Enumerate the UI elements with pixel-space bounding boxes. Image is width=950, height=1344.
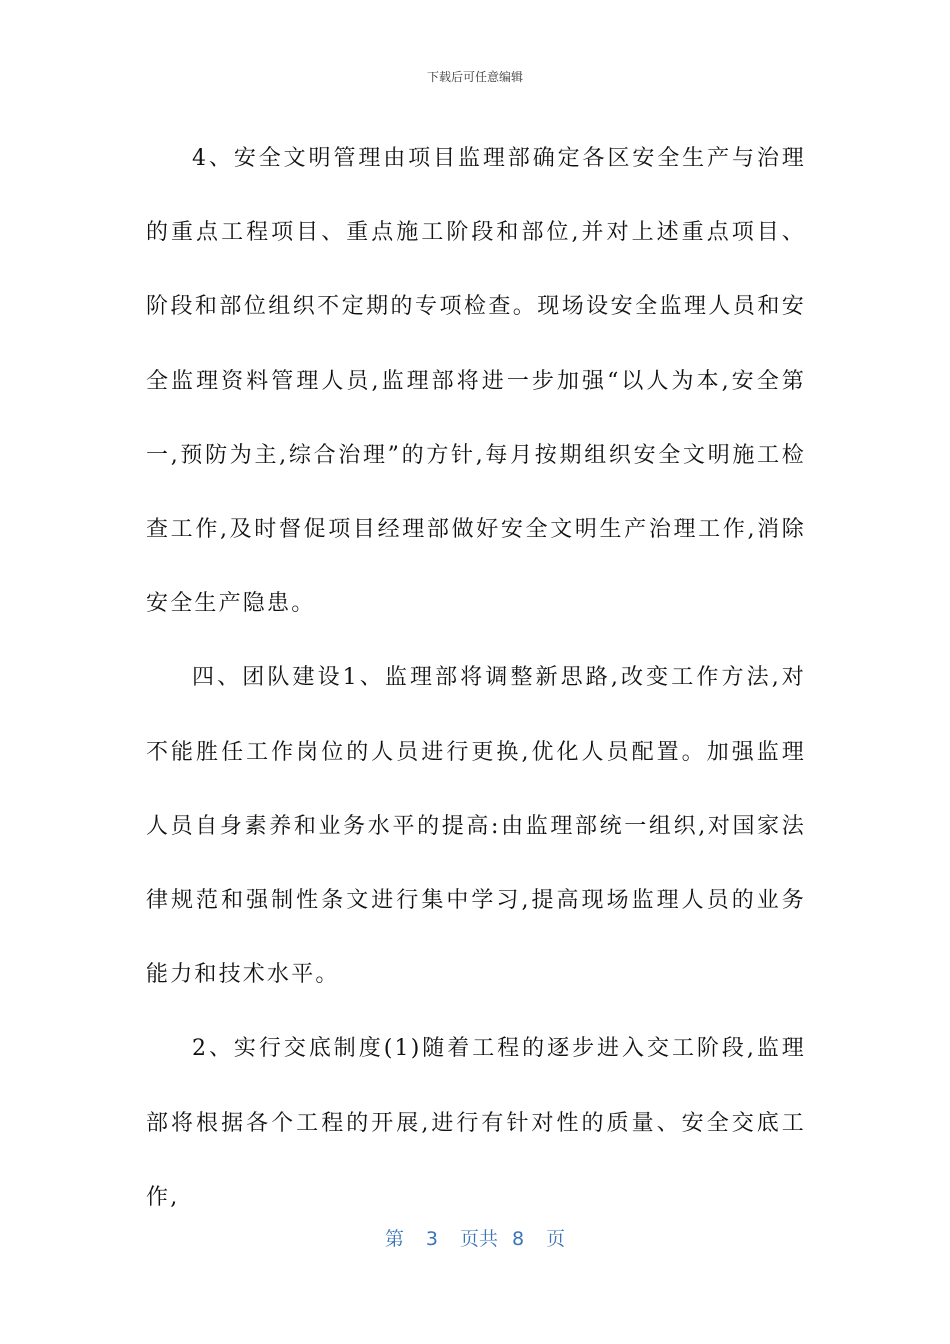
page-footer [0,1224,950,1251]
footer-page-number: 3 [425,1228,438,1250]
paragraph-team-building: 四、团队建设1、监理部将调整新思路,改变工作方法,对不能胜任工作岗位的人员进行更换,优化人员配置。加强监理人员自身素养和业务水平的提高:由监理部统一组织,对国家法律规范和强制性条文进行集中学习,提高现场监理人员的业务能力和技术水平。 [146,665,806,988]
document-body [146,122,806,1235]
header-note: 下载后可任意编辑 [426,70,523,84]
footer-middle: 页共 [459,1228,498,1250]
footer-total-pages: 8 [512,1228,525,1250]
paragraph-briefing-system: 2、实行交底制度(1)随着工程的逐步进入交工阶段,监理部将根据各个工程的开展,进行有针对性的质量、安全交底工作, [146,1036,806,1210]
paragraph-safety-management: 4、安全文明管理由项目监理部确定各区安全生产与治理的重点工程项目、重点施工阶段和部位,并对上述重点项目、阶段和部位组织不定期的专项检查。现场设安全监理人员和安全监理资料管理人员,监理部将进一步加强“以人为本,安全第一,预防为主,综合治理”的方针,每月按期组织安全文明施工检查工作,及时督促项目经理部做好安全文明生产治理工作,消除安全生产隐患。 [146,146,806,617]
footer-suffix: 页 [546,1228,566,1250]
footer-prefix: 第 [384,1228,404,1250]
